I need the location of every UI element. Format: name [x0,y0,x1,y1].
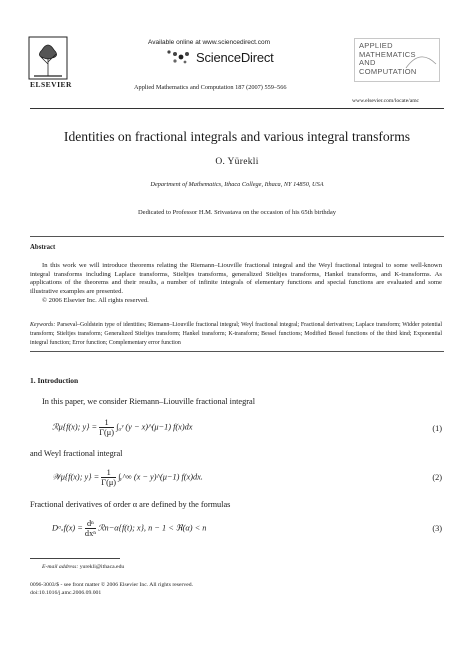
journal-citation: Applied Mathematics and Computation 187 (2007) 559–566 [134,84,287,91]
equation-2 [52,468,203,487]
footnote-rule [30,558,120,559]
equation-1 [52,418,192,437]
paragraph-2: and Weyl fractional integral [30,449,123,458]
keywords-text: Parseval–Goldstein type of identities; Riemann–Liouville fractional integral; Weyl fractional integral; Fractional derivatives; Laplace transform; Widder potential transform; Stieltjes transform; Generalized Stieltjes transform; Hankel transform; K-transform; Bessel functions; Modified Bessel functions of the third kind; Exponential integral function; Error function; Complementary error function [30,322,442,346]
email-label: E-mail address: [42,564,79,570]
keywords [30,321,442,348]
eq3-rhs: ℛn−α{f(t); x}, n − 1 < ℜ(α) < n [97,523,207,533]
elsevier-tree-logo [28,36,68,80]
author-name: O. Yürekli [215,157,259,167]
doi-line[interactable]: doi:10.1016/j.amc.2006.09.001 [30,589,102,596]
eq2-lhs: 𝒲μ{f(x); y} = [52,472,100,482]
email-address[interactable]: yurekli@ithaca.edu [79,564,125,570]
copyright-line: 0096-3003/$ - see front matter © 2006 Elsevier Inc. All rights reserved. [30,582,194,588]
eq1-num: 1 [99,418,114,428]
paragraph-3: Fractional derivatives of order α are defined by the formulas [30,500,231,509]
eq2-den: Γ(μ) [101,478,117,487]
paragraph-1: In this paper, we consider Riemann–Liouville fractional integral [42,397,256,406]
dedication: Dedicated to Professor H.M. Srivastava on the occasion of his 65th birthday [137,209,337,216]
publisher-name: ELSEVIER [30,80,72,89]
journal-url[interactable]: www.elsevier.com/locate/amc [352,98,420,104]
abstract-text: In this work we will introduce theorems relating the Riemann–Liouville fractional integral and the Weyl fractional integral to some well-known integral transforms including Laplace transforms, Stieltjes transforms, generalized Stieltjes transforms, Hankel transforms, and K-transforms. As applications of the theorems and their results, a number of infinite integrals of elementary functions and special functions are evaluated and some illustrative examples are presented. [30,262,442,296]
journal-logo-text: APPLIED MATHEMATICS AND COMPUTATION [359,41,417,76]
eq3-den: dxⁿ [84,529,96,538]
equation-3-number: (3) [432,524,442,533]
eq3-num: dⁿ [85,519,96,529]
email-footnote [42,564,124,570]
equation-1-number: (1) [432,424,442,433]
eq2-num: 1 [101,468,116,478]
abstract-body [30,262,442,306]
article-title: Identities on fractional integrals and various integral transforms [63,129,411,144]
author-affiliation: Department of Mathematics, Ithaca College, Ithaca, NY 14850, USA [150,181,324,188]
eq1-rhs: ∫₀ʸ (y − x)^(μ−1) f(x)dx [116,422,193,432]
equation-2-number: (2) [432,473,442,482]
eq1-den: Γ(μ) [99,428,114,437]
front-matter [30,582,193,597]
abstract-bottom-rule [30,351,444,352]
sciencedirect-brand: ScienceDirect [196,50,274,65]
equation-3 [52,519,206,538]
eq3-lhs: Dᵅₓf(x) = [52,523,83,533]
sciencedirect-dots-icon [165,48,193,71]
section-heading: 1. Introduction [30,376,79,385]
keywords-label: Keywords: [30,322,56,328]
abstract-top-rule [30,236,444,237]
eq2-rhs: ∫ᵧ^∞ (x − y)^(μ−1) f(x)dx. [118,472,203,482]
abstract-heading: Abstract [30,244,56,251]
eq1-lhs: ℛμ{f(x); y} = [52,422,98,432]
available-online-text: Available online at www.sciencedirect.com [148,39,270,46]
abstract-copyright: © 2006 Elsevier Inc. All rights reserved. [42,296,149,304]
header-rule [30,108,444,109]
